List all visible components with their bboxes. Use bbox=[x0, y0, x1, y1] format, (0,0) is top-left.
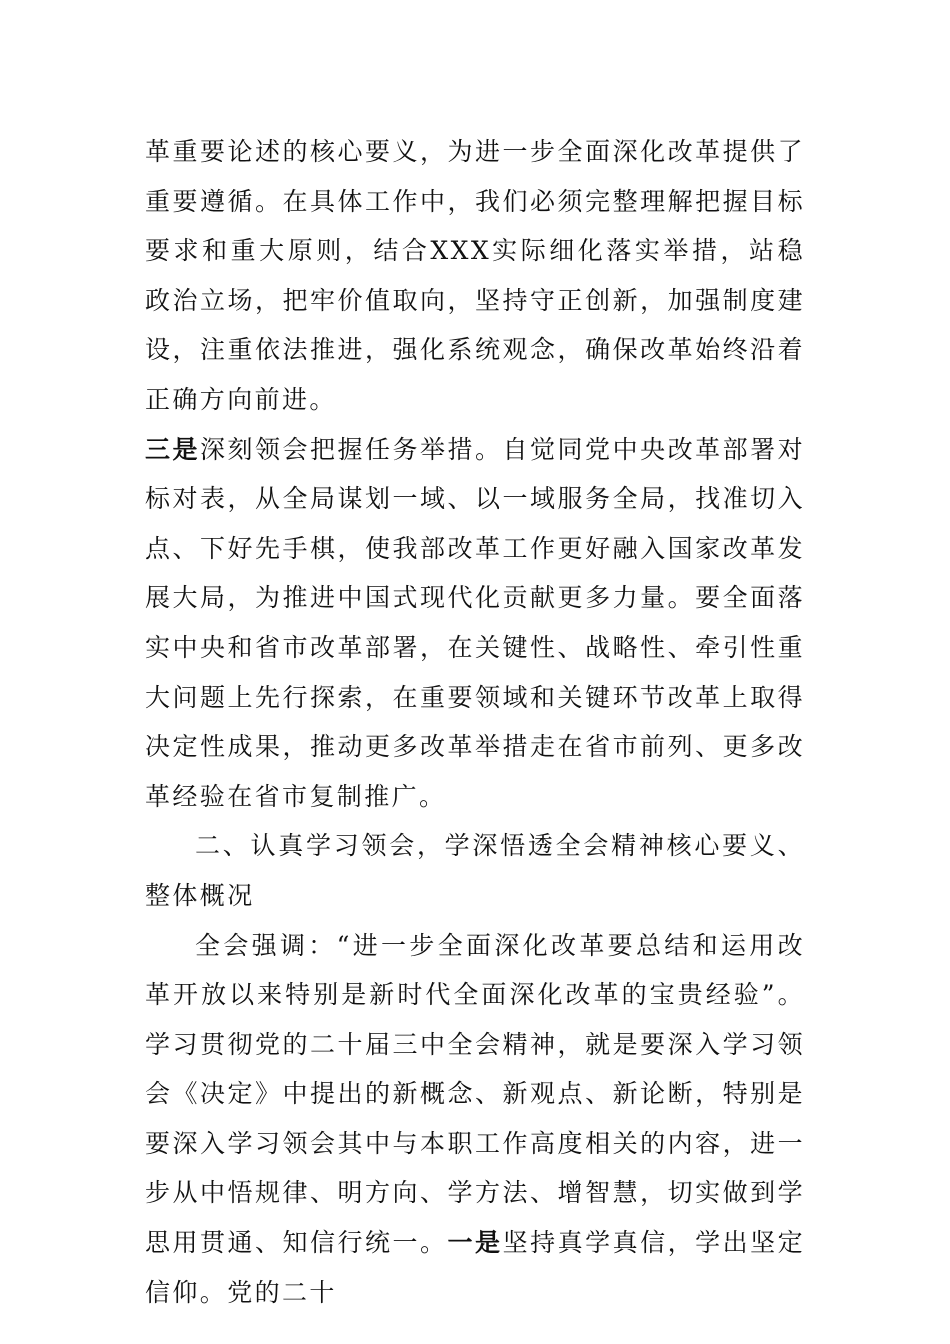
point-marker-three: 三是 bbox=[145, 434, 201, 464]
paragraph-text: 深刻领会把握任务举措。自觉同党中央改革部署对标对表，从全局谋划一域、以一域服务全局，找准切入点、下好先手棋，使我部改革工作更好融入国家改革发展大局，为推进中国式现代化贡献更多力量。要全面落实中央和省市改革部署，在关键性、战略性、牵引性重大问题上先行探索，在重要领域和关键环节改革上取得决定性成果，推动更多改革举措走在省市前列、更多改革经验在省市复制推广。 bbox=[145, 434, 805, 811]
paragraph-plenum-spirit bbox=[145, 921, 805, 1318]
point-marker-one: 一是 bbox=[447, 1228, 503, 1258]
paragraph-text: 革重要论述的核心要义，为进一步全面深化改革提供了重要遵循。在具体工作中，我们必须完整理解把握目标要求和重大原则，结合XXX实际细化落实举措，站稳政治立场，把牢价值取向，坚持守正创新，加强制度建设，注重依法推进，强化系统观念，确保改革始终沿着正确方向前进。 bbox=[145, 137, 805, 414]
section-heading-text: 二、认真学习领会，学深悟透全会精神核心要义、整体概况 bbox=[145, 831, 805, 910]
paragraph-reform-principles bbox=[145, 127, 805, 425]
paragraph-text-continued: 坚持真学真信，学出坚定信仰。党的二十 bbox=[145, 1228, 805, 1307]
section-heading-two bbox=[145, 821, 805, 920]
document-page bbox=[145, 127, 805, 1317]
paragraph-text: 全会强调：“进一步全面深化改革要总结和运用改革开放以来特别是新时代全面深化改革的宝贵经验”。学习贯彻党的二十届三中全会精神，就是要深入学习领会《决定》中提出的新概念、新观点、新论断，特别是要深入学习领会其中与本职工作高度相关的内容，进一步从中悟规律、明方向、学方法、增智慧，切实做到学思用贯通、知信行统一。 bbox=[145, 930, 805, 1258]
paragraph-task-measures bbox=[145, 425, 805, 822]
